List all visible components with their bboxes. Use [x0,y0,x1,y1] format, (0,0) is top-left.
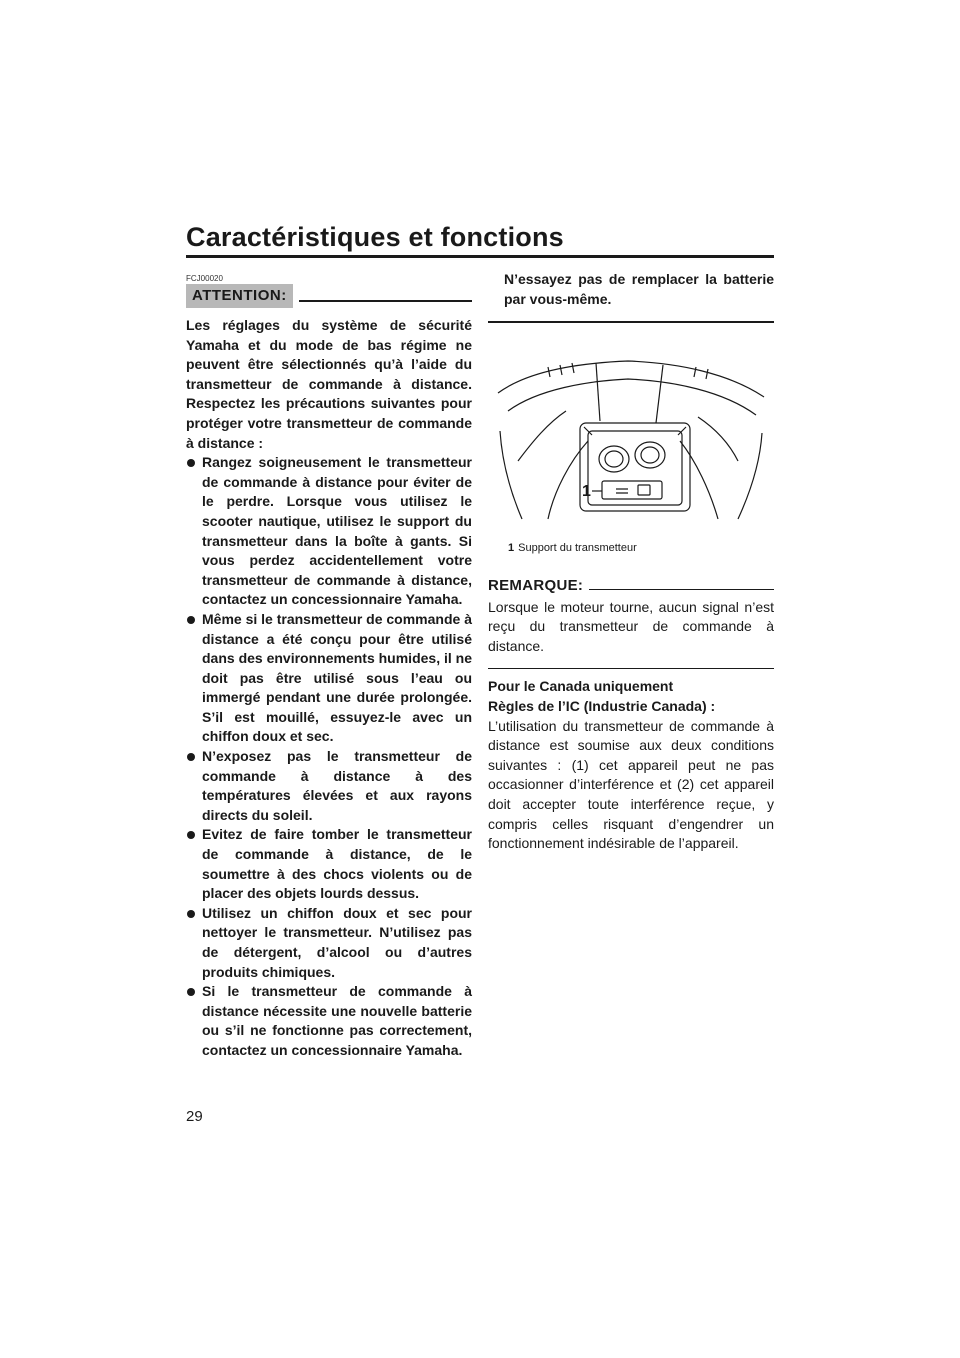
attention-bullet-text: Si le transmetteur de commande à distance nécessite une nouvelle batterie ou s’il ne fonctionne pas correctement, contactez un concessionnaire Yamaha. [202,983,472,1058]
attention-bullet-list [186,453,472,1060]
attention-bullet [186,825,472,903]
attention-bullet-text: N’exposez pas le transmetteur de commande à distance à des températures élevées et aux rayons directs du soleil. [202,748,472,823]
figure-caption [508,542,774,554]
attention-bullet [186,982,472,1060]
bullet-dot-icon [187,831,195,839]
attention-bullet [186,610,472,747]
attention-bullet-text: Evitez de faire tomber le transmetteur de commande à distance, de le soumettre à des chocs violents ou de placer des objets lourds dessus. [202,826,472,902]
remark-header [488,572,774,594]
attention-intro: Les réglages du système de sécurité Yamaha et du mode de bas régime ne peuvent être sélectionnés qu’à l’aide du transmetteur de commande à distance. Respectez les précautions suivantes pour protéger votre transmetteur de commande à distance : [186,317,472,451]
ic-rules-heading: Règles de l’IC (Industrie Canada) : [488,698,716,715]
attention-continuation: N’essayez pas de remplacer la batterie par vous-même. [504,271,774,307]
transmitter-holder-illustration [488,341,774,531]
bullet-dot-icon [187,753,195,761]
attention-code: FCJ00020 [186,274,223,283]
caption-number: 1 [508,541,515,554]
left-column [186,273,472,1061]
remark-rule [589,589,774,590]
caption-text: Support du transmetteur [518,541,637,554]
canada-section [488,677,774,853]
attention-bullet [186,904,472,982]
attention-bullet-text: Utilisez un chiffon doux et sec pour nettoyer le transmetteur. N’utilisez pas de détergent, d’alcool ou d’autres produits chimiques. [202,904,472,980]
page-title: Caractéristiques et fonctions [186,222,564,252]
bullet-dot-icon [187,616,195,624]
title-rule [186,255,774,258]
canada-body: L’utilisation du transmetteur de commande à distance est soumise aux deux conditions suivantes : (1) cet appareil peut ne pas occasionner d’interférence et (2) cet appareil doit accepter toute interférence reçue, y compris celles risquant d’engendrer un fonctionnement indésirable de l’appareil. [488,717,774,852]
figure-callout-label: 1 [582,482,591,500]
bullet-dot-icon [187,988,195,996]
attention-rule [299,300,472,302]
bullet-dot-icon [187,459,195,467]
right-column [488,270,774,854]
attention-header [186,284,472,308]
attention-bullet [186,747,472,825]
attention-bullet-text: Même si le transmetteur de commande à distance a été conçu pour être utilisé dans des environnements humides, il ne doit pas être utilisé sous l’eau ou immergé pendant une durée prolongée. S’il est mouillé, essuyez-le avec un chiffon doux et sec. [202,610,472,745]
attention-end-rule [488,321,774,323]
attention-bullet-text: Rangez soigneusement le transmetteur de commande à distance pour éviter de le perdre. Lorsque vous utilisez le scooter nautique, utilisez le support du transmetteur dans la boîte à gants. Si vous perdez accidentellement votre transmetteur de commande à distance, contactez un concessionnaire Yamaha. [202,454,472,608]
remark-end-rule [488,668,774,669]
attention-label: ATTENTION: [186,284,293,308]
bullet-dot-icon [187,910,195,918]
canada-heading: Pour le Canada uniquement [488,678,674,695]
attention-bullet [186,453,472,610]
page-number: 29 [186,1108,203,1125]
remark-text: Lorsque le moteur tourne, aucun signal n’est reçu du transmetteur de commande à distance. [488,598,774,654]
remark-label: REMARQUE: [488,576,584,594]
